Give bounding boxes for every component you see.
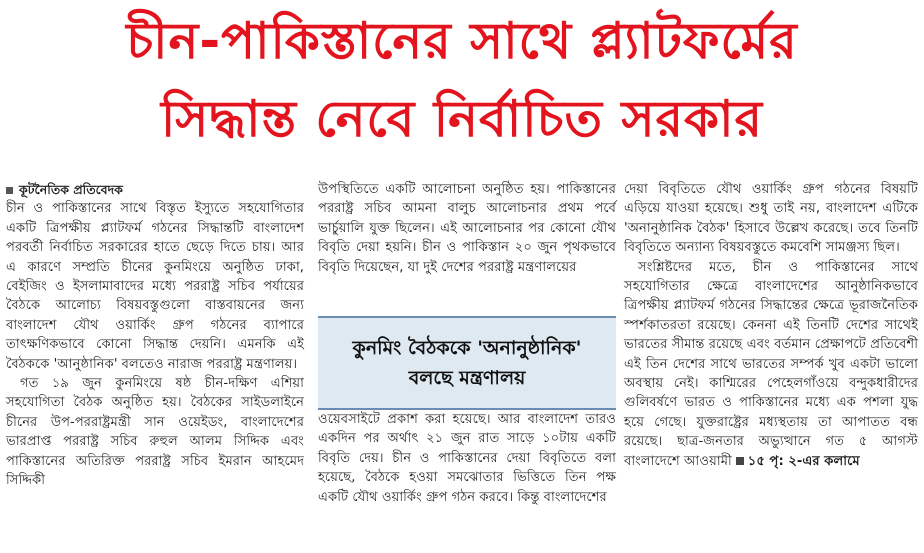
continuation-note [732,454,860,469]
column-2-bottom-text: ওয়েবসাইটে প্রকাশ করা হয়েছে। আর বাংলাদেশ তারও একদিন পর অর্থাৎ ২১ জুন রাত সাড়ে ১০টায় একটি বিবৃতি দেয়। চীন ও পাকিস্তানের দেয়া বিবৃতিতে বলা হয়েছে, বৈঠকে হওয়া সমঝোতার ভিত্তিতে তিন পক্ষ একটি যৌথ ওয়ার্কিং গ্রুপ গঠন করবে। কিন্তু বাংলাদেশের [318,412,616,505]
headline-line-2: সিদ্ধান্ত নেবে নির্বাচিত সরকার [160,90,764,148]
square-bullet-icon [736,457,744,465]
column-3-paragraph-2 [624,258,918,471]
square-bullet-icon [6,187,13,194]
column-3-paragraph-2-text: সংশ্লিষ্টদের মতে, চীন ও পাকিস্তানের সাথে সহযোগিতার ক্ষেত্রে বাংলাদেশের আনুষ্ঠানিকভাবে ত্রিপক্ষীয় প্ল্যাটফর্ম গঠনের সিদ্ধান্তের ক্ষেত্রে ভূরাজনৈতিক স্পর্শকাতরতা রয়েছে। কেননা এই তিনটি দেশের সাথেই ভারতের সীমান্ত রয়েছে এবং বর্তমান প্রেক্ষাপটে প্রতিবেশী এই তিন দেশের সাথে ভারতের সম্পর্ক খুব একটা ভালো অবস্থায় নেই। কাশ্মিরের পেহেলগাঁওয়ে বন্দুকধারীদের গুলিবর্ষণে ভারত ও পাকিস্তানের মধ্যে এক পশলা যুদ্ধ হয়ে গেছে। যুক্তরাষ্ট্রের মধ্যস্থতায় তা আপাতত বন্ধ রয়েছে। ছাত্র-জনতার অভ্যুত্থানে গত ৫ আগস্ট বাংলাদেশে আওয়ামী [624,259,918,469]
pull-quote-line-1: কুনমিং বৈঠককে 'অনানুষ্ঠানিক' [352,337,582,359]
article-column-1 [6,180,304,491]
article-column-3 [624,180,918,471]
column-2-top-text: উপস্থিতিতে একটি আলোচনা অনুষ্ঠিত হয়। পাকিস্তানের পররাষ্ট্র সচিব আমনা বালুচ আলোচনার প্রথম পর্বে ভার্চুয়ালি যুক্ত ছিলেন। এই আলোচনার পর কোনো যৌথ বিবৃতি দেয়া হয়নি। চীন ও পাকিস্তান ২০ জুন পৃথকভাবে বিবৃতি দিয়েছেন, যা দুই দেশের পররাষ্ট্র মন্ত্রণালয়ের [318,182,616,275]
column-1-paragraph-2: গত ১৯ জুন কুনমিংয়ে ষষ্ঠ চীন-দক্ষিণ এশিয়া সহযোগিতা বৈঠক অনুষ্ঠিত হয়। বৈঠকের সাইডলাইনে চীনের উপ-পররাষ্ট্রমন্ত্রী সান ওয়েইডং, বাংলাদেশের ভারপ্রাপ্ত পররাষ্ট্র সচিব রুহুল আলম সিদ্দিক এবং পাকিস্তানের অতিরিক্ত পররাষ্ট্র সচিব ইমরান আহমেদ সিদ্দিকী [6,376,304,489]
column-1-paragraph-1: চীন ও পাকিস্তানের সাথে বিস্তৃত ইস্যুতে সহযোগিতার একটি ত্রিপক্ষীয় প্ল্যাটফর্ম গঠনের সিদ্ধান্তটি বাংলাদেশ পরবর্তী নির্বাচিত সরকারের হাতে ছেড়ে দিতে চায়। আর এ কারণে সম্প্রতি চীনের কুনমিংয়ে অনুষ্ঠিত ঢাকা, বেইজিং ও ইসলামাবাদের মধ্যে পররাষ্ট্র সচিব পর্যায়ের বৈঠকে আলোচ্য বিষয়বস্তুগুলো বাস্তবায়নের জন্য বাংলাদেশ যৌথ ওয়ার্কিং গ্রুপ গঠনের ব্যাপারে তাৎক্ষণিকভাবে কোনো সিদ্ধান্ত দেয়নি। এমনকি এই বৈঠককে 'আনুষ্ঠানিক' বলতেও নারাজ পররাষ্ট্র মন্ত্রণালয়। [6,201,304,372]
pull-quote-line-2: বলছে মন্ত্রণালয় [408,367,526,389]
headline-line-1: চীন-পাকিস্তানের সাথে প্ল্যাটফর্মের [126,12,798,70]
pull-quote-box [318,316,616,410]
byline-text: কূটনৈতিক প্রতিবেদক [19,182,123,197]
byline [6,180,304,199]
continuation-text: ১৫ পৃ: ২-এর কলামে [747,453,860,469]
column-3-paragraph-1: দেয়া বিবৃতিতে যৌথ ওয়ার্কিং গ্রুপ গঠনের বিষয়টি এড়িয়ে যাওয়া হয়েছে। শুধু তাই নয়, বাংলাদেশ এটিকে 'অনানুষ্ঠানিক বৈঠক' হিসাবে উল্লেখ করেছে। তবে তিনটি বিবৃতিতে অন্যান্য বিষয়বস্তুতে কমবেশি সামঞ্জস্য ছিল। [624,182,918,256]
article-column-2-top [318,180,616,277]
article-column-2-bottom [318,410,616,507]
